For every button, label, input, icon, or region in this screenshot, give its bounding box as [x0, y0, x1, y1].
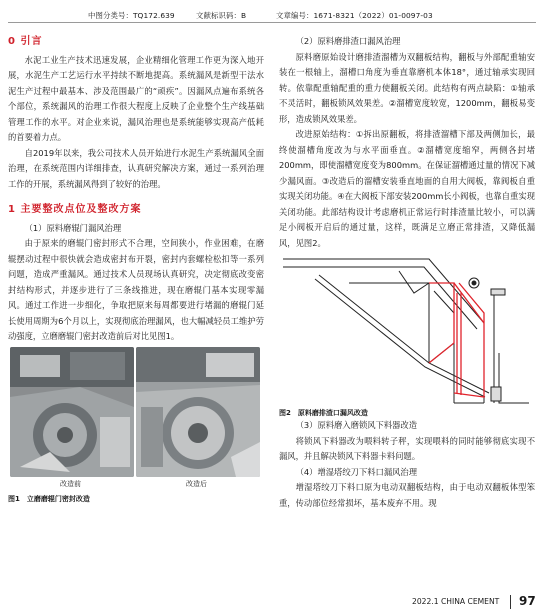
article-number: 文章编号：1671-8321（2022）01-0097-03 [276, 11, 433, 20]
subsection-1-title: （1）原料磨辊门漏风治理 [24, 222, 122, 233]
photo-before [10, 347, 134, 477]
subsection-4-title: （4）增湿塔绞刀下料口漏风治理 [295, 466, 418, 477]
left-column [8, 34, 264, 504]
figure-1-photos [8, 347, 264, 495]
subsection-3-text: 将锁风下料器改为喂料转子秤，实现喂料的同时能够彻底实现不漏风，并且解决锁风下料器卡料问题。 [279, 435, 535, 461]
section-heading-intro: 0 引言 [8, 36, 43, 47]
subsection-2-paragraph-1: 原料磨原始设计磨排渣溜槽为双翻板结构，翻板与外部配重轴安装在一根轴上，溜槽口角度为垂直靠磨机本体18°，通过轴承实现回转。依靠配重轴配重的重力使翻板关闭。此结构有两点缺陷：①轴承不灵活时，翻板锁风效果差。②溜槽宽度较宽，1200mm，翻板易变形，造成锁风效果差。 [279, 51, 535, 124]
subsection-3-title: （3）原料磨入磨锁风下料器改造 [295, 420, 418, 430]
subsection-2-paragraph-2: 改进原始结构：①拆出原翻板，将排渣溜槽下部及两侧加长，最终使溜槽角度改为与水平面垂直。②溜槽宽度缩窄，两侧各封堵200mm，即使溜槽宽度变为800mm。在保证溜槽通过量的情况下减少漏风面。③改造后的溜槽安装垂直地面的自用大阀板，靠阀板自重实现关闭功能。④在大阀板下部安装200mm长小阀板，也靠自重实现关闭功能。此部结构设计考虑磨机正常运行时排渣量比较小，可以满足小阀板开启后的通过量，这样，既满足立磨正常排渣，又降低漏风，见图2。 [279, 129, 535, 248]
subsection-1-text: 由于原来的磨辊门密封形式不合理，空间狭小，作业困难，在磨辊摆动过程中很快就会造成密封布开裂，密封内套螺栓松扣等一系列问题，造成严重漏风。通过技术人员现场认真研究，决定彻底改变密封结构形式，并逐步进行了三条线推进，现在磨辊门基本实现零漏风。通过工作进一步细化，争取把原来每周都要进行堵漏的磨辊门延长使用周期为6个月以上，实现彻底治理漏风，也大幅减轻员工维护劳动强度，立磨磨辊门密封改造前后对比见图1。 [8, 238, 264, 341]
page-number: 97 [519, 594, 536, 608]
figure-2-diagram [279, 253, 535, 409]
right-column [279, 34, 535, 511]
subsection-2-title: （2）原料磨排渣口漏风治理 [295, 36, 401, 46]
page-footer [0, 596, 544, 612]
figure-1-after-label: 改造后 [186, 479, 207, 488]
clc-number: 中图分类号：TQ172.639 [88, 11, 175, 20]
intro-paragraph-1: 水泥工业生产技术迅速发展，企业精细化管理工作更为深入地开展，水泥生产工艺运行水平持续不断地提高。系统漏风是新型干法水泥生产过程中最基本、涉及范围最广的“顽疾”。因漏风点遍布系统各个部位，系统漏风的治理工作很大程度上反映了企业整个生产线基础管理工作的水平。对企业来说，漏风治理也是系统能够实现高产低耗的首要着力点。 [8, 54, 264, 142]
footer-divider [510, 595, 511, 609]
intro-paragraph-2: 自2019年以来，我公司技术人员开始进行水泥生产系统漏风全面治理，在系统范围内详细排查，认真研究解决方案，通过一系列治理工作的开展，系统漏风得到了较好的治理。 [8, 147, 264, 189]
figure-2-caption: 图2 原料磨排渣口漏风改造 [279, 409, 368, 417]
journal-issue: 2022.1 CHINA CEMENT [412, 597, 500, 606]
header-divider [8, 22, 536, 23]
figure-1-caption: 图1 立磨磨辊门密封改造 [8, 494, 90, 503]
photo-after [136, 347, 260, 477]
section-heading-1: 1 主要整改点位及整改方案 [8, 204, 142, 215]
subsection-4-text: 增湿塔绞刀下料口原为电动双翻板结构，由于电动双翻板体型笨重，传动部位经常损坏，基本废弃不用。现 [279, 482, 535, 508]
figure-1-before-label: 改造前 [60, 479, 81, 488]
document-code: 文献标识码：B [196, 11, 247, 20]
